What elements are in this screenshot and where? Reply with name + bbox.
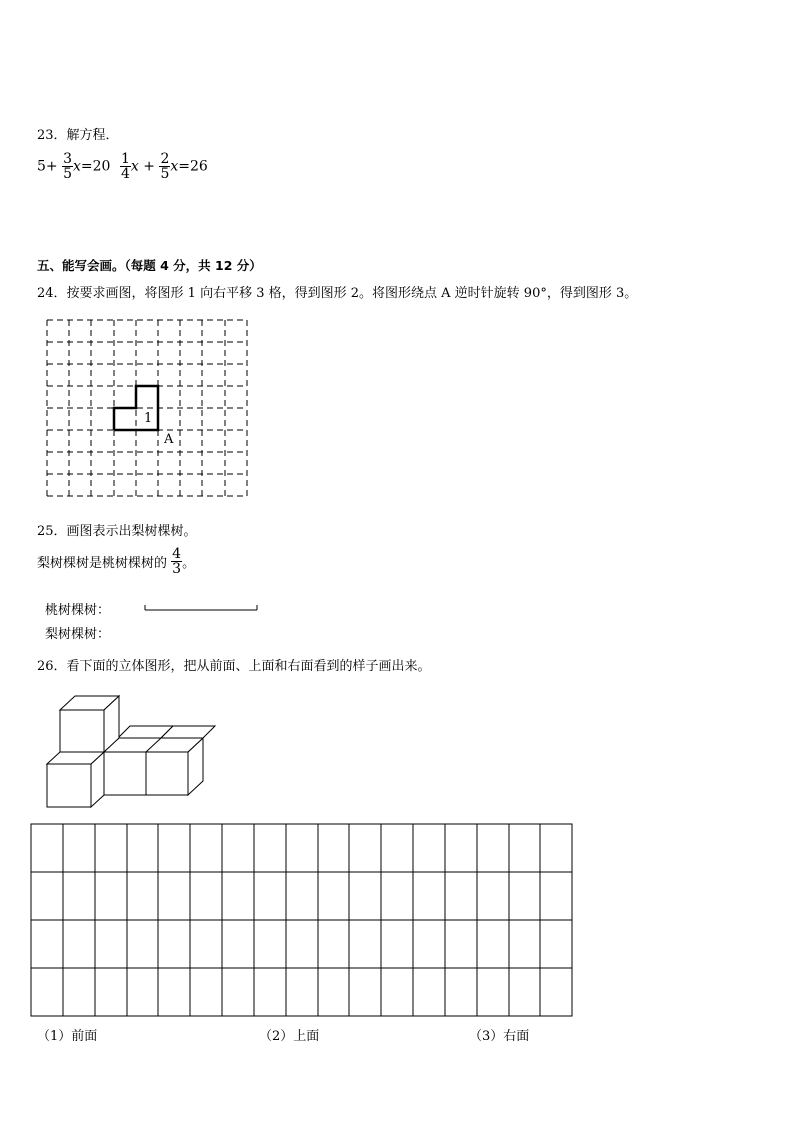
eq1-suffix: =20 (80, 158, 111, 175)
q25-statement-prefix: 梨树棵树是桃树棵树的 (37, 556, 168, 571)
q26-title: 26．看下面的立体图形，把从前面、上面和右面看到的样子画出来。 (37, 659, 431, 674)
q25-statement-suffix: 。 (182, 556, 196, 571)
eq2-suffix: =26 (178, 158, 208, 175)
eq2-frac2-num: 2 (160, 151, 170, 167)
q23-title: 23．解方程． (37, 128, 119, 143)
peach-trees-label: 桃树棵树： (45, 603, 111, 618)
q25-title: 25．画图表示出梨树棵树。 (37, 524, 197, 539)
q25-frac-num: 4 (172, 546, 182, 562)
caption-front: （1）前面 (37, 1029, 98, 1044)
eq2-var-2: x (170, 158, 179, 175)
eq2-frac1-den: 4 (121, 166, 130, 182)
shape-1-label: 1 (144, 411, 153, 426)
q25-frac-den: 3 (172, 561, 182, 577)
eq1-frac-den: 5 (63, 166, 73, 182)
caption-top: （2）上面 (259, 1029, 320, 1044)
caption-right: （3）右面 (469, 1029, 530, 1044)
eq1-var: x (73, 158, 81, 175)
eq2-var-1: x (130, 158, 139, 175)
eq2-plus: + (143, 158, 156, 175)
q24-title: 24．按要求画图，将图形 1 向右平移 3 格，得到图形 2。将图形绕点 A 逆时针旋转 90°，得到图形 3。 (37, 286, 638, 301)
eq2-frac1-num: 1 (121, 151, 130, 167)
section-5-heading: 五、能写会画。（每题 4 分，共 12 分） (37, 258, 262, 273)
eq1-frac-num: 3 (63, 151, 73, 167)
pear-trees-label: 梨树棵树： (45, 627, 111, 642)
eq2-frac2-den: 5 (160, 166, 170, 182)
eq1-prefix: 5+ (37, 158, 58, 175)
point-a-label: A (164, 432, 174, 447)
